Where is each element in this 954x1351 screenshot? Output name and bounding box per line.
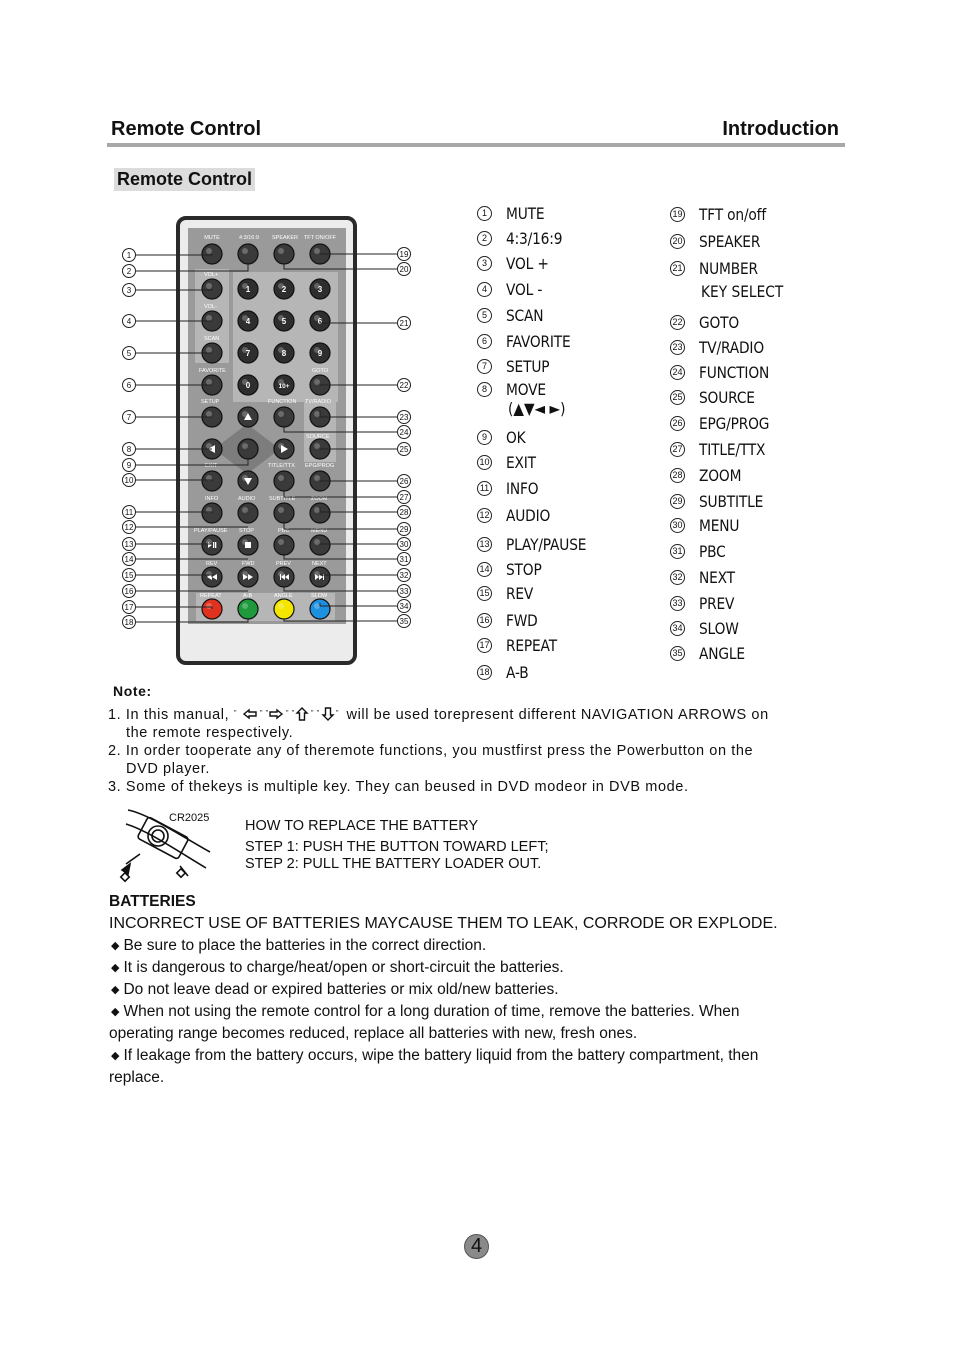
- item-number: 14: [477, 562, 492, 577]
- callout-left-16: [123, 585, 136, 598]
- callout-number: 11: [124, 508, 134, 517]
- callout-number: 5: [126, 349, 132, 358]
- svg-text:" ": " ": [259, 710, 269, 717]
- key-2-button[interactable]: [274, 279, 294, 299]
- legend-left-item-11: [477, 476, 544, 500]
- batteries-bullet-5: [111, 1047, 758, 1065]
- label-vol-plus: VOL+: [204, 272, 219, 278]
- key-label: 5: [281, 317, 287, 326]
- callout-right-23: [398, 411, 411, 424]
- key-select-text: KEY SELECT: [701, 282, 784, 301]
- item-label: OK: [506, 427, 526, 447]
- callout-number: 23: [399, 413, 409, 422]
- legend-right-item-25: [670, 385, 764, 409]
- callout-left-14: [123, 553, 136, 566]
- callout-right-24: [398, 426, 411, 439]
- key-10plus-button[interactable]: [274, 375, 294, 395]
- label-stop: STOP: [239, 528, 254, 534]
- callout-number: 21: [399, 319, 409, 328]
- callout-number: 35: [399, 617, 409, 626]
- callout-right-21: [398, 317, 411, 330]
- stop-button[interactable]: [238, 535, 258, 555]
- item-number: 32: [670, 570, 685, 585]
- key-5-button[interactable]: [274, 311, 294, 331]
- legend-left-item-5: [477, 303, 549, 327]
- callout-number: 22: [399, 381, 409, 390]
- label-scan: SCAN: [204, 336, 220, 342]
- callout-left-15: [123, 569, 136, 582]
- item-label: AUDIO: [506, 505, 551, 525]
- key-1-button[interactable]: [238, 279, 258, 299]
- callout-number: 25: [399, 445, 409, 454]
- legend-right-item-30: [670, 513, 746, 537]
- item-number: 1: [477, 206, 492, 221]
- svg-text:": ": [335, 710, 339, 717]
- bullet-text-2: It is dangerous to charge/heat/open or short-circuit the batteries.: [123, 959, 564, 976]
- key-label: 1: [245, 285, 251, 294]
- callout-right-30: [398, 538, 411, 551]
- item-label: SPEAKER: [699, 231, 761, 251]
- label-source: SOURCE: [306, 434, 330, 440]
- label-ab: A-B: [243, 593, 253, 599]
- item-label: FAVORITE: [506, 331, 571, 351]
- note-line-2: 2. In order tooperate any of theremote functions, you mustfirst press the Powerbutton on the: [108, 743, 754, 759]
- batteries-title: BATTERIES: [109, 893, 196, 910]
- battery-replace-step2: STEP 2: PULL THE BATTERY LOADER OUT.: [245, 856, 542, 872]
- key-0-button[interactable]: [238, 375, 258, 395]
- legend-right-item-27: [670, 437, 776, 461]
- callout-number: 15: [124, 571, 134, 580]
- callout-number: 27: [399, 493, 409, 502]
- ok-button[interactable]: [238, 439, 258, 459]
- item-label: TFT on/off: [699, 204, 767, 224]
- bullet-icon: ◆: [111, 1050, 120, 1062]
- label-function: FUNCTION: [268, 399, 297, 405]
- callout-number: 6: [126, 381, 132, 390]
- callout-left-2: [123, 265, 136, 278]
- item-number: 34: [670, 621, 685, 636]
- zoom-button[interactable]: [310, 503, 330, 523]
- nav-arrows-icon: [234, 707, 342, 721]
- callout-left-8: [123, 443, 136, 456]
- legend-left-item-1: [477, 201, 551, 225]
- callout-number: 7: [126, 413, 132, 422]
- item-label: SLOW: [699, 618, 739, 638]
- callout-number: 8: [126, 445, 132, 454]
- item-label: NUMBER: [699, 258, 758, 278]
- key-3-button[interactable]: [310, 279, 330, 299]
- speaker-button[interactable]: [274, 244, 294, 264]
- legend-left-item-7: [477, 354, 556, 378]
- key-label: 0: [245, 381, 251, 390]
- item-label: VOL +: [506, 253, 549, 273]
- callout-right-25: [398, 443, 411, 456]
- legend-left-item-14: [477, 557, 547, 581]
- callout-left-10: [123, 474, 136, 487]
- callout-left-7: [123, 411, 136, 424]
- callout-right-27: [398, 491, 411, 504]
- batteries-bullet-4: [111, 1003, 740, 1021]
- legend-right-item-26: [670, 411, 781, 435]
- legend-left-item-18: [477, 660, 532, 684]
- bullet-icon: ◆: [111, 1006, 120, 1018]
- note-title: Note:: [113, 683, 152, 699]
- batteries-warning: INCORRECT USE OF BATTERIES MAYCAUSE THEM TO LEAK, CORRODE OR EXPLODE.: [109, 915, 778, 932]
- legend-left-item-9: [477, 425, 529, 449]
- label-aspect: 4:3/16:9: [239, 235, 259, 241]
- callout-left-4: [123, 315, 136, 328]
- item-number: 8: [477, 382, 492, 397]
- nav-down-button[interactable]: [238, 471, 258, 491]
- item-label: PLAY/PAUSE: [506, 534, 587, 554]
- label-pbc: PBC: [278, 528, 290, 534]
- callout-number: 3: [126, 286, 132, 295]
- key-label: 10+: [278, 383, 290, 390]
- item-number: 3: [477, 256, 492, 271]
- callout-number: 14: [124, 555, 134, 564]
- label-epg-prog: EPG/PROG: [305, 463, 335, 469]
- bullet-text-1: Be sure to place the batteries in the correct direction.: [123, 937, 487, 954]
- callout-right-28: [398, 506, 411, 519]
- legend-left-item-3: [477, 251, 556, 275]
- item-number: 16: [477, 613, 492, 628]
- svg-text:" ": " ": [285, 710, 295, 717]
- label-next: NEXT: [312, 561, 327, 567]
- svg-text:" ": " ": [310, 710, 320, 717]
- label-rev: REV: [206, 561, 218, 567]
- item-number: 28: [670, 468, 685, 483]
- label-fwd: FWD: [242, 561, 255, 567]
- item-label: PBC: [699, 541, 726, 561]
- item-number: 12: [477, 508, 492, 523]
- item-label: INFO: [506, 478, 539, 498]
- callout-number: 2: [126, 267, 132, 276]
- item-number: 31: [670, 544, 685, 559]
- item-label: ZOOM: [699, 465, 742, 485]
- item-number: 19: [670, 207, 685, 222]
- item-label: ANGLE: [699, 643, 745, 663]
- callout-right-29: [398, 523, 411, 536]
- item-label: REPEAT: [506, 635, 557, 655]
- callout-number: 28: [399, 508, 409, 517]
- legend-right-item-34: [670, 616, 745, 640]
- label-menu: MENU: [311, 528, 328, 534]
- item-label: GOTO: [699, 312, 740, 332]
- callout-number: 29: [399, 525, 409, 534]
- label-play-pause: PLAY/PAUSE: [194, 528, 228, 534]
- callout-left-5: [123, 347, 136, 360]
- legend-right-item-33: [670, 591, 740, 615]
- title-ttx-button[interactable]: [274, 471, 294, 491]
- bullet-icon: ◆: [111, 940, 120, 952]
- callout-right-33: [398, 585, 411, 598]
- key-label: 9: [317, 349, 323, 358]
- label-vol-minus: VOL-: [204, 304, 217, 310]
- page-number: 4: [464, 1234, 489, 1259]
- key-label: 8: [281, 349, 287, 358]
- label-exit: EXIT: [205, 463, 218, 469]
- legend-left-item-2: [477, 226, 571, 250]
- legend-right-item-31: [670, 539, 730, 563]
- note-line-1-end: will be used torepresent different NAVIGATION ARROWS on: [346, 707, 769, 723]
- prev-button[interactable]: [274, 567, 294, 587]
- nav-up-button[interactable]: [238, 407, 258, 427]
- callout-number: 31: [399, 555, 409, 564]
- legend-right-item-24: [670, 360, 781, 384]
- note-line-1-start: 1. In this manual,: [108, 707, 230, 723]
- item-number: 13: [477, 537, 492, 552]
- item-label: FUNCTION: [699, 362, 770, 382]
- item-number: 35: [670, 646, 685, 661]
- item-label: STOP: [506, 559, 542, 579]
- item-number: 7: [477, 359, 492, 374]
- callout-right-26: [398, 475, 411, 488]
- bullet-text-3: Do not leave dead or expired batteries or mix old/new batteries.: [123, 981, 559, 998]
- callout-left-12: [123, 521, 136, 534]
- legend-left-item-10: [477, 450, 541, 474]
- label-tft: TFT ON/OFF: [303, 235, 337, 241]
- item-number: 21: [670, 261, 685, 276]
- item-label: MOVE: [506, 379, 546, 399]
- item-label: SCAN: [506, 305, 544, 325]
- nav-right-button[interactable]: [274, 439, 294, 459]
- function-button[interactable]: [274, 407, 294, 427]
- callout-number: 12: [124, 523, 134, 532]
- callout-left-6: [123, 379, 136, 392]
- label-audio: AUDIO: [238, 496, 256, 502]
- legend-left-item-17: [477, 633, 565, 657]
- label-tv-radio: TV/RADIO: [305, 399, 331, 405]
- legend-right-item-23: [670, 335, 775, 359]
- callout-number: 19: [399, 250, 409, 259]
- item-number: 15: [477, 586, 492, 601]
- batteries-bullet-1: [111, 937, 486, 955]
- item-label: SUBTITLE: [699, 491, 764, 511]
- svg-text:": ": [233, 710, 237, 717]
- callout-left-13: [123, 538, 136, 551]
- callout-right-20: [398, 263, 411, 276]
- next-button[interactable]: [310, 567, 330, 587]
- callout-number: 24: [399, 428, 409, 437]
- callout-number: 16: [124, 587, 134, 596]
- callout-left-1: [123, 249, 136, 262]
- legend-left-item-6: [477, 329, 581, 353]
- key-label: 6: [317, 317, 323, 326]
- bullet-text-4: When not using the remote control for a long duration of time, remove the batteries. When: [123, 1003, 740, 1020]
- note-line-3: 3. Some of thekeys is multiple key. They can beused in DVD modeor in DVB mode.: [108, 779, 689, 795]
- callout-number: 18: [124, 618, 134, 627]
- callout-right-35: [398, 615, 411, 628]
- callout-left-11: [123, 506, 136, 519]
- callout-number: 33: [399, 587, 409, 596]
- item-number: 30: [670, 518, 685, 533]
- angle-button[interactable]: [274, 599, 294, 619]
- label-prev: PREV: [276, 561, 291, 567]
- item-label: SETUP: [506, 356, 550, 376]
- item-number: 23: [670, 340, 685, 355]
- callout-right-32: [398, 569, 411, 582]
- label-subtitle: SUBTITLE: [269, 496, 296, 502]
- key-8-button[interactable]: [274, 343, 294, 363]
- aspect-button[interactable]: [238, 244, 258, 264]
- legend-right-item-28: [670, 463, 748, 487]
- item-number: 17: [477, 638, 492, 653]
- item-label: MENU: [699, 515, 740, 535]
- pause-icon: [213, 542, 214, 548]
- legend-right-item-19: [670, 202, 777, 226]
- bullet-icon: ◆: [111, 962, 120, 974]
- callout-left-18: [123, 616, 136, 629]
- battery-cell-label: CR2025: [169, 812, 210, 824]
- item-number: 20: [670, 234, 685, 249]
- move-arrows-text: (▲▼◄ ►): [508, 399, 566, 418]
- key-label: 4: [245, 317, 251, 326]
- subtitle-button[interactable]: [274, 503, 294, 523]
- audio-button[interactable]: [238, 503, 258, 523]
- callout-number: 17: [124, 603, 134, 612]
- item-label: VOL -: [506, 279, 543, 299]
- item-number: 25: [670, 390, 685, 405]
- header-left-title: Remote Control: [111, 118, 261, 140]
- key-label: 2: [281, 285, 287, 294]
- callout-left-3: [123, 284, 136, 297]
- section-title: Remote Control: [114, 168, 255, 191]
- item-number: 11: [477, 481, 492, 496]
- legend-right-item-20: [670, 229, 770, 253]
- label-angle: ANGLE: [274, 593, 293, 599]
- callout-right-19: [398, 248, 411, 261]
- item-number: 29: [670, 494, 685, 509]
- item-number: 2: [477, 231, 492, 246]
- item-label: EPG/PROG: [699, 413, 770, 433]
- item-label: A-B: [506, 662, 529, 682]
- legend-right-item-22: [670, 310, 746, 334]
- key-label: 3: [317, 285, 323, 294]
- item-label: FWD: [506, 610, 538, 630]
- item-number: 24: [670, 365, 685, 380]
- legend-left-item-13: [477, 532, 599, 556]
- legend-left-item-16: [477, 608, 543, 632]
- bullet-text-5: If leakage from the battery occurs, wipe the battery liquid from the battery compartment, then: [123, 1047, 759, 1064]
- battery-replace-step1: STEP 1: PUSH THE BUTTON TOWARD LEFT;: [245, 839, 549, 855]
- item-number: 26: [670, 416, 685, 431]
- key-label: 7: [245, 349, 251, 358]
- label-favorite: FAVORITE: [199, 368, 226, 374]
- label-info: INFO: [205, 496, 219, 502]
- label-repeat: REPEAT: [200, 593, 222, 599]
- legend-right-item-21: [670, 256, 768, 280]
- legend-left-item-8: [477, 377, 552, 401]
- key-7-button[interactable]: [238, 343, 258, 363]
- battery-replace-heading: HOW TO REPLACE THE BATTERY: [245, 818, 479, 834]
- callout-number: 1: [126, 251, 132, 260]
- item-label: TV/RADIO: [699, 337, 764, 357]
- callout-number: 9: [126, 461, 132, 470]
- callout-number: 32: [399, 571, 409, 580]
- legend-left-item-12: [477, 503, 557, 527]
- stop-icon: [245, 542, 251, 548]
- callout-right-34: [398, 600, 411, 613]
- note-line-1: [108, 707, 769, 723]
- slow-button[interactable]: [310, 599, 330, 619]
- callout-left-9: [123, 459, 136, 472]
- legend-right-item-32: [670, 565, 741, 589]
- legend-right-item-35: [670, 641, 752, 665]
- item-number: 9: [477, 430, 492, 445]
- batteries-bullet-5-cont: replace.: [109, 1069, 165, 1086]
- item-label: REV: [506, 583, 534, 603]
- bullet-icon: ◆: [111, 984, 120, 996]
- fwd-button[interactable]: [238, 567, 258, 587]
- label-title-ttx: TITLE/TTX: [268, 463, 295, 469]
- item-label: MUTE: [506, 203, 545, 223]
- callout-number: 26: [399, 477, 409, 486]
- header-right-title: Introduction: [722, 118, 839, 140]
- item-number: 5: [477, 308, 492, 323]
- callout-number: 4: [126, 317, 132, 326]
- item-number: 6: [477, 334, 492, 349]
- label-zoom: ZOOM: [311, 496, 328, 502]
- callout-right-31: [398, 553, 411, 566]
- callout-right-22: [398, 379, 411, 392]
- key-4-button[interactable]: [238, 311, 258, 331]
- item-label: TITLE/TTX: [699, 439, 766, 459]
- callout-left-17: [123, 601, 136, 614]
- callout-number: 30: [399, 540, 409, 549]
- note-line-1-cont: the remote respectively.: [126, 725, 294, 741]
- legend-left-item-4: [477, 277, 548, 301]
- note-line-2-cont: DVD player.: [126, 761, 210, 777]
- item-label: 4:3/16:9: [506, 228, 563, 248]
- item-label: NEXT: [699, 567, 735, 587]
- ab-button[interactable]: [238, 599, 258, 619]
- callout-number: 20: [399, 265, 409, 274]
- key-9-button[interactable]: [310, 343, 330, 363]
- batteries-bullet-3: [111, 981, 559, 999]
- label-setup: SETUP: [201, 399, 220, 405]
- item-number: 27: [670, 442, 685, 457]
- item-number: 33: [670, 596, 685, 611]
- pbc-button[interactable]: [274, 535, 294, 555]
- callout-number: 10: [124, 476, 134, 485]
- item-number: 18: [477, 665, 492, 680]
- label-speaker: SPEAKER: [272, 235, 298, 241]
- item-label: PREV: [699, 593, 735, 613]
- item-number: 22: [670, 315, 685, 330]
- legend-right-item-29: [670, 489, 774, 513]
- batteries-bullet-2: [111, 959, 564, 977]
- callout-number: 13: [124, 540, 134, 549]
- item-label: SOURCE: [699, 387, 755, 407]
- label-mute: MUTE: [204, 235, 220, 241]
- legend-left-item-15: [477, 581, 538, 605]
- item-number: 10: [477, 455, 492, 470]
- item-label: EXIT: [506, 452, 536, 472]
- label-slow: SLOW: [311, 593, 328, 599]
- label-goto: GOTO: [312, 368, 329, 374]
- batteries-bullet-4-cont: operating range becomes reduced, replace all batteries with new, fresh ones.: [109, 1025, 638, 1042]
- item-number: 4: [477, 282, 492, 297]
- callout-number: 34: [399, 602, 409, 611]
